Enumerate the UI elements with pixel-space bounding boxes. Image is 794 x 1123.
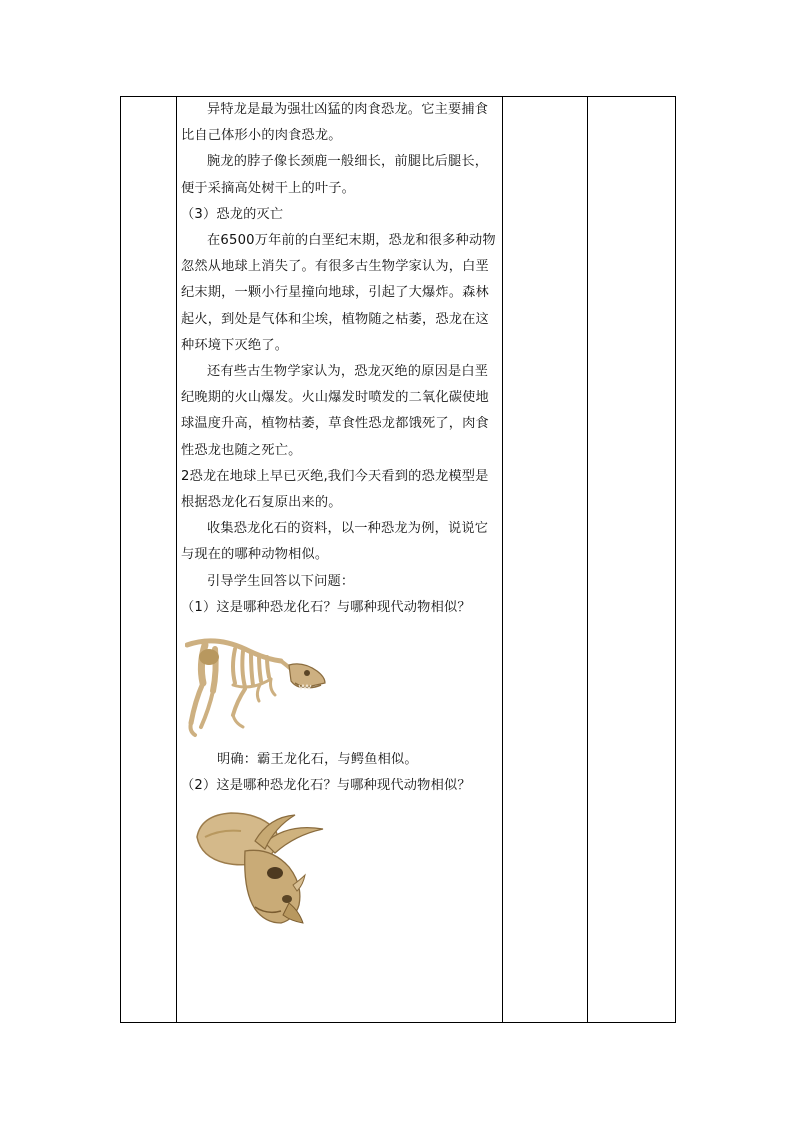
paragraph-allosaurus: 异特龙是最为强壮凶猛的肉食恐龙。它主要捕食比自己体形小的肉食恐龙。 [181, 102, 489, 144]
question-1: （1）这是哪种恐龙化石？与哪种现代动物相似？ [181, 599, 471, 615]
question-2: （2）这是哪种恐龙化石？与哪种现代动物相似？ [181, 778, 471, 794]
table-cell-third [503, 97, 588, 1023]
paragraph-collect-fossil-info: 收集恐龙化石的资料，以一种恐龙为例，说说它与现在的哪种动物相似。 [181, 521, 489, 563]
dinosaur-skeleton-image [185, 631, 327, 741]
table-cell-left [121, 97, 177, 1023]
answer-1: 明确：霸王龙化石，与鳄鱼相似。 [217, 752, 418, 768]
table-cell-right [588, 97, 676, 1023]
paragraph-fossil-models: 2恐龙在地球上早已灭绝,我们今天看到的恐龙模型是根据恐龙化石复原出来的。 [181, 468, 489, 511]
triceratops-skull-image [191, 807, 327, 929]
section-heading-extinction: （3）恐龙的灭亡 [181, 206, 284, 222]
lesson-content [177, 97, 502, 929]
paragraph-asteroid-theory: 在6500万年前的白垩纪末期，恐龙和很多种动物忽然从地球上消失了。有很多古生物学家认为，白垩纪末期，一颗小行星撞向地球，引起了大爆炸。森林起火，到处是气体和尘埃，植物随之枯萎，恐龙在这种环境下灭绝了。 [181, 233, 496, 353]
table-cell-content [177, 97, 503, 1023]
paragraph-guide-questions: 引导学生回答以下问题： [207, 573, 355, 589]
paragraph-brachiosaurus: 腕龙的脖子像长颈鹿一般细长，前腿比后腿长，便于采摘高处树干上的叶子。 [181, 154, 489, 196]
paragraph-volcano-theory: 还有些古生物学家认为，恐龙灭绝的原因是白垩纪晚期的火山爆发。火山爆发时喷发的二氧化碳使地球温度升高，植物枯萎，草食性恐龙都饿死了，肉食性恐龙也随之死亡。 [181, 364, 489, 458]
lesson-table [120, 96, 676, 1023]
table-row [121, 97, 676, 1023]
